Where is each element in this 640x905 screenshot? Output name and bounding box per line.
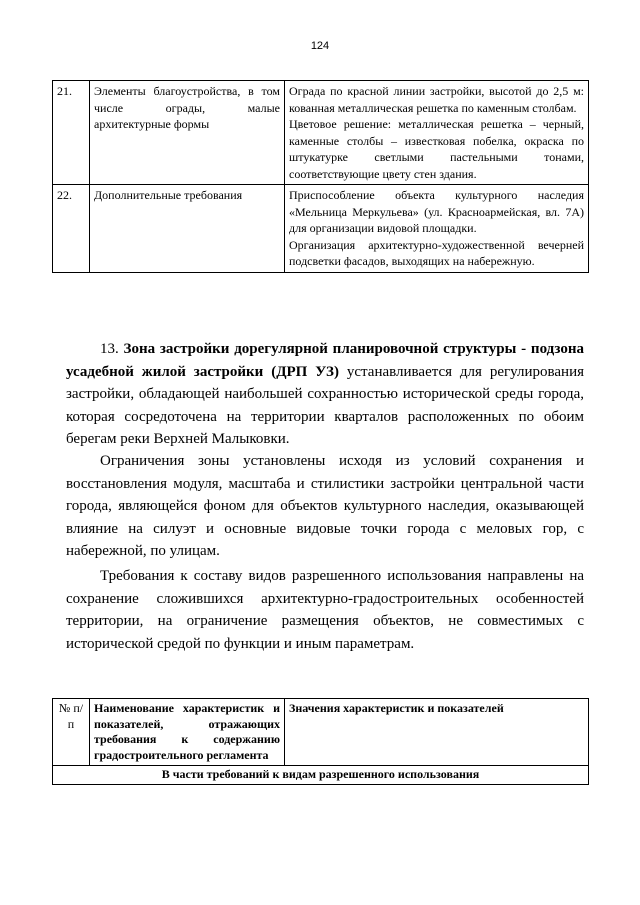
usage-requirements-paragraph <box>66 565 584 655</box>
row-values <box>285 81 589 185</box>
table-subheader-row <box>53 766 589 785</box>
header-number: № п/п <box>53 699 90 766</box>
section-heading-paragraph <box>66 338 584 451</box>
row-value-paragraph: Приспособление объекта культурного наследия «Мельница Меркульева» (ул. Красноармейская, вл. 7А) для организации видовой площадки. <box>289 188 584 235</box>
section-title-rest: устанавливается для регулирования застройки, обладающей наибольшей сохранностью исторической среды города, которая сосредоточена на территории кварталов расположенных по обоим берегам реки Верхней Малыковки. <box>66 363 585 447</box>
row-value-paragraph: Цветовое решение: металлическая решетка – черный, каменные столбы – известковая побелка, окраска по штукатурке светлыми пастельными тонами, соответствующие цвету стен здания. <box>289 117 584 181</box>
table-row <box>53 81 589 185</box>
requirements-table <box>52 80 589 273</box>
characteristics-table <box>52 698 589 785</box>
paragraph-text: Требования к составу видов разрешенного использования направлены на сохранение сложившихся архитектурно-градостроительных особенностей территории, на ограничение размещения объектов, не совместимых с исторической средой по функции и иным параметрам. <box>66 568 584 652</box>
table-header-row <box>53 699 589 766</box>
row-name: Дополнительные требования <box>90 185 285 273</box>
row-value-paragraph: Ограда по красной линии застройки, высотой до 2,5 м: кованная металлическая решетка по каменным столбам. <box>289 84 584 115</box>
row-value-paragraph: Организация архитектурно-художественной вечерней подсветки фасадов, выходящих на набережную. <box>289 237 584 268</box>
row-values <box>285 185 589 273</box>
table-row <box>53 185 589 273</box>
subheader-cell: В части требований к видам разрешенного использования <box>53 766 589 785</box>
header-name: Наименование характеристик и показателей, отражающих требования к содержанию градостроительного регламента <box>90 699 285 766</box>
row-number: 22. <box>53 185 90 273</box>
paragraph-text: Ограничения зоны установлены исходя из условий сохранения и восстановления модуля, масштаба и стилистики застройки центральной части города, являющейся фоном для объектов культурного наследия, оказывающей влияние на силуэт и основные видовые точки города с меловых гор, с набережной, по улицам. <box>66 453 584 559</box>
row-name: Элементы благоустройства, в том числе ограды, малые архитектурные формы <box>90 81 285 185</box>
page-number: 124 <box>310 40 330 52</box>
section-title: Зона застройки дорегулярной планировочной структуры - подзона усадебной жилой застройки (ДРП УЗ) <box>66 341 584 380</box>
section-number: 13. <box>100 341 119 357</box>
restrictions-paragraph <box>66 450 584 563</box>
row-number: 21. <box>53 81 90 185</box>
header-values: Значения характеристик и показателей <box>285 699 589 766</box>
